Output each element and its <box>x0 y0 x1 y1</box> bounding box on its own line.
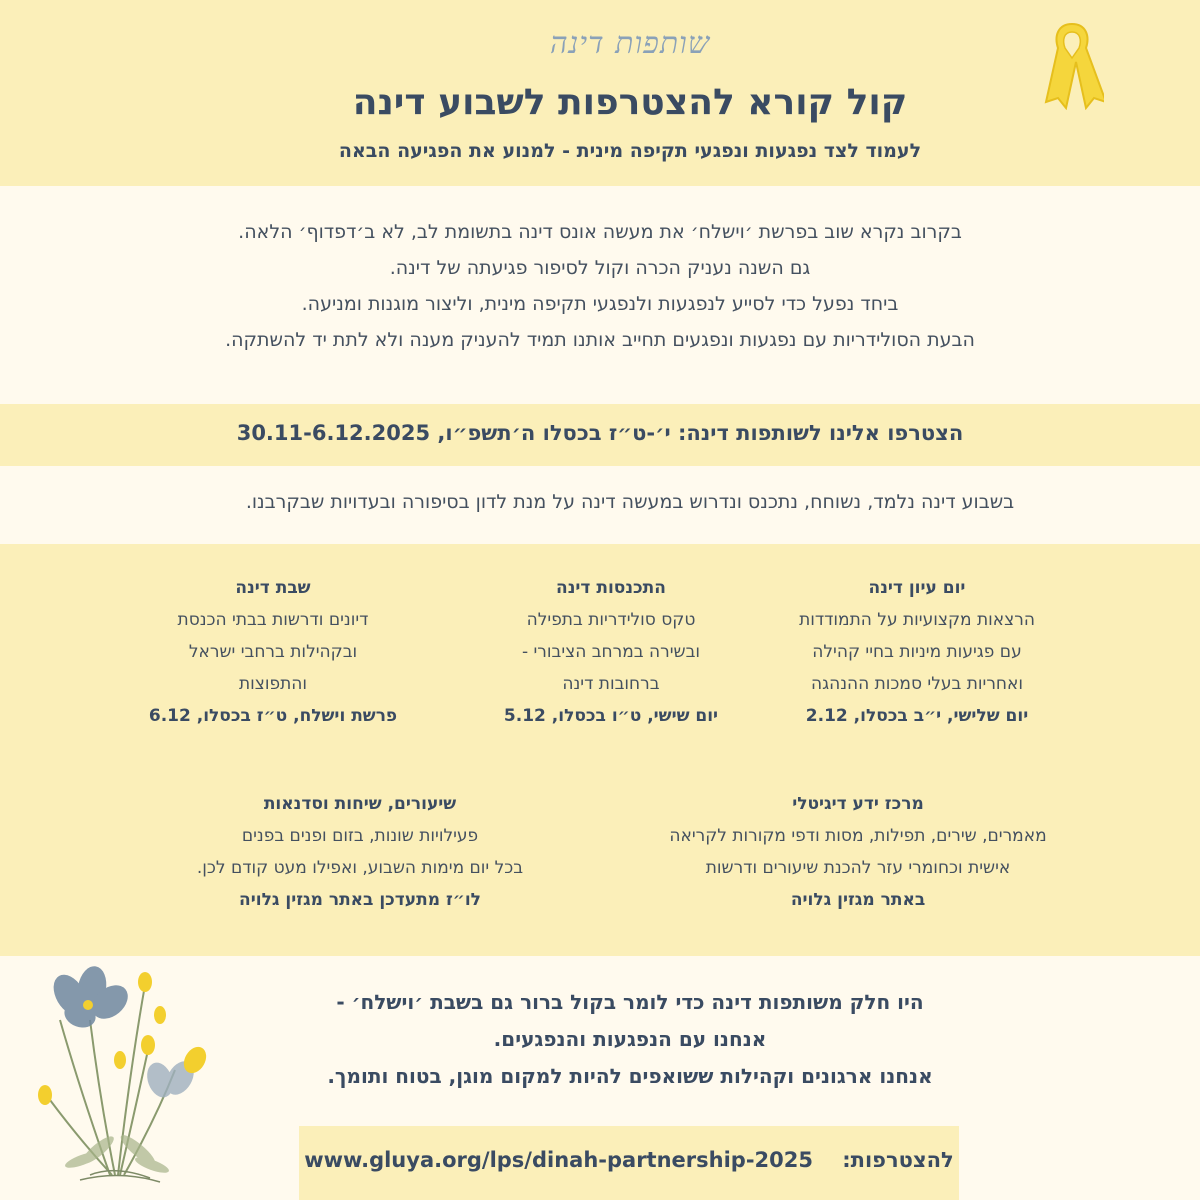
event-shabbat <box>108 572 438 732</box>
event-line: טקס סולידריות בתפילה <box>526 610 696 630</box>
closing-line: אנחנו עם הנפגעות והנפגעים. <box>493 1027 767 1051</box>
event-date: לו״ז מתעדכן באתר מגזין גלויה <box>239 890 481 910</box>
event-line: והתפוצות <box>238 674 308 694</box>
intro-line: הבעת הסולידריות עם נפגעות ונפגעים תחייב אותנו תמיד להעניק מענה ולא לתת יד להשתקה. <box>225 329 975 351</box>
closing-text <box>250 984 1010 1095</box>
intro-line: גם השנה נעניק הכרה וקול לסיפור פגיעתה של דינה. <box>389 257 811 279</box>
event-knowledge-center <box>618 788 1098 916</box>
event-title: התכנסות דינה <box>556 578 666 598</box>
events-section <box>0 544 1200 956</box>
event-line: אישית וכחומרי עזר להכנת שיעורים ודרשות <box>705 858 1011 878</box>
yellow-ribbon-icon <box>1040 18 1104 110</box>
signup-label: להצטרפות: <box>842 1148 954 1172</box>
event-study-day <box>752 572 1082 732</box>
event-title: שיעורים, שיחות וסדנאות <box>263 794 457 814</box>
intro-section <box>0 186 1200 404</box>
event-line: ובקהילות ברחבי ישראל <box>188 642 358 662</box>
closing-line: אנחנו ארגונים וקהילות ששואפים להיות למקום מוגן, בטוח ותומך. <box>327 1064 933 1088</box>
page-title: קול קורא להצטרפות לשבוע דינה <box>352 82 908 123</box>
event-line: ובשירה במרחב הציבורי - <box>521 642 701 662</box>
event-line: פעילויות שונות, בזום ופנים בפנים <box>241 826 479 846</box>
event-date: יום שישי, ט״ו בכסלו, 5.12 <box>503 706 719 726</box>
intro-text <box>0 214 1200 358</box>
event-line: הרצאות מקצועיות על התמודדות <box>799 610 1035 630</box>
event-title: יום עיון דינה <box>868 578 966 598</box>
event-date: באתר מגזין גלויה <box>790 890 926 910</box>
intro-line: בקרוב נקרא שוב בפרשת ׳וישלח׳ את מעשה אונס דינה בתשומת לב, לא ב׳דפדוף׳ הלאה. <box>238 221 962 243</box>
event-date: יום שלישי, י״ב בכסלו, 2.12 <box>805 706 1029 726</box>
event-line: ואחריות בעלי סמכות ההנהגה <box>810 674 1024 694</box>
date-text: הצטרפו אלינו לשותפות דינה: י׳-ט״ז בכסלו ה׳תשפ״ו, 30.11-6.12.2025 <box>236 421 964 445</box>
event-line: ברחובות דינה <box>562 674 660 694</box>
event-gathering <box>446 572 776 732</box>
signup-box[interactable] <box>299 1126 959 1200</box>
event-classes <box>140 788 580 916</box>
event-title: שבת דינה <box>235 578 311 598</box>
intro-line: ביחד נפעל כדי לסייע לנפגעות ולנפגעי תקיפה מינית, וליצור מוגנות ומניעה. <box>301 293 899 315</box>
lead-section <box>0 466 1200 544</box>
page-subtitle: לעמוד לצד נפגעות ונפגעי תקיפה מינית - למנוע את הפגיעה הבאה <box>338 140 922 162</box>
logo: שותפות דינה <box>549 26 711 61</box>
header <box>0 0 1200 186</box>
event-title: מרכז ידע דיגיטלי <box>792 794 924 814</box>
date-band <box>0 404 1200 466</box>
lead-text: בשבוע דינה נלמד, נשוחח, נתכנס ונדרוש במעשה דינה על מנת לדון בסיפורה ובעדויות שבקרבנו. <box>245 491 1015 513</box>
signup-link[interactable]: www.gluya.org/lps/dinah-partnership-2025 <box>304 1148 813 1172</box>
event-date: פרשת וישלח, ט״ז בכסלו, 6.12 <box>148 706 398 726</box>
flowers-illustration <box>20 960 210 1185</box>
event-line: מאמרים, שירים, תפילות, מסות ודפי מקורות לקריאה <box>669 826 1047 846</box>
event-line: דיונים ודרשות בבתי הכנסת <box>177 610 369 630</box>
closing-line: היו חלק משותפות דינה כדי לומר בקול ברור גם בשבת ׳וישלח׳ - <box>336 990 924 1014</box>
event-line: בכל יום מימות השבוע, ואפילו מעט קודם לכן. <box>196 858 524 878</box>
event-line: עם פגיעות מיניות בחיי קהילה <box>812 642 1022 662</box>
